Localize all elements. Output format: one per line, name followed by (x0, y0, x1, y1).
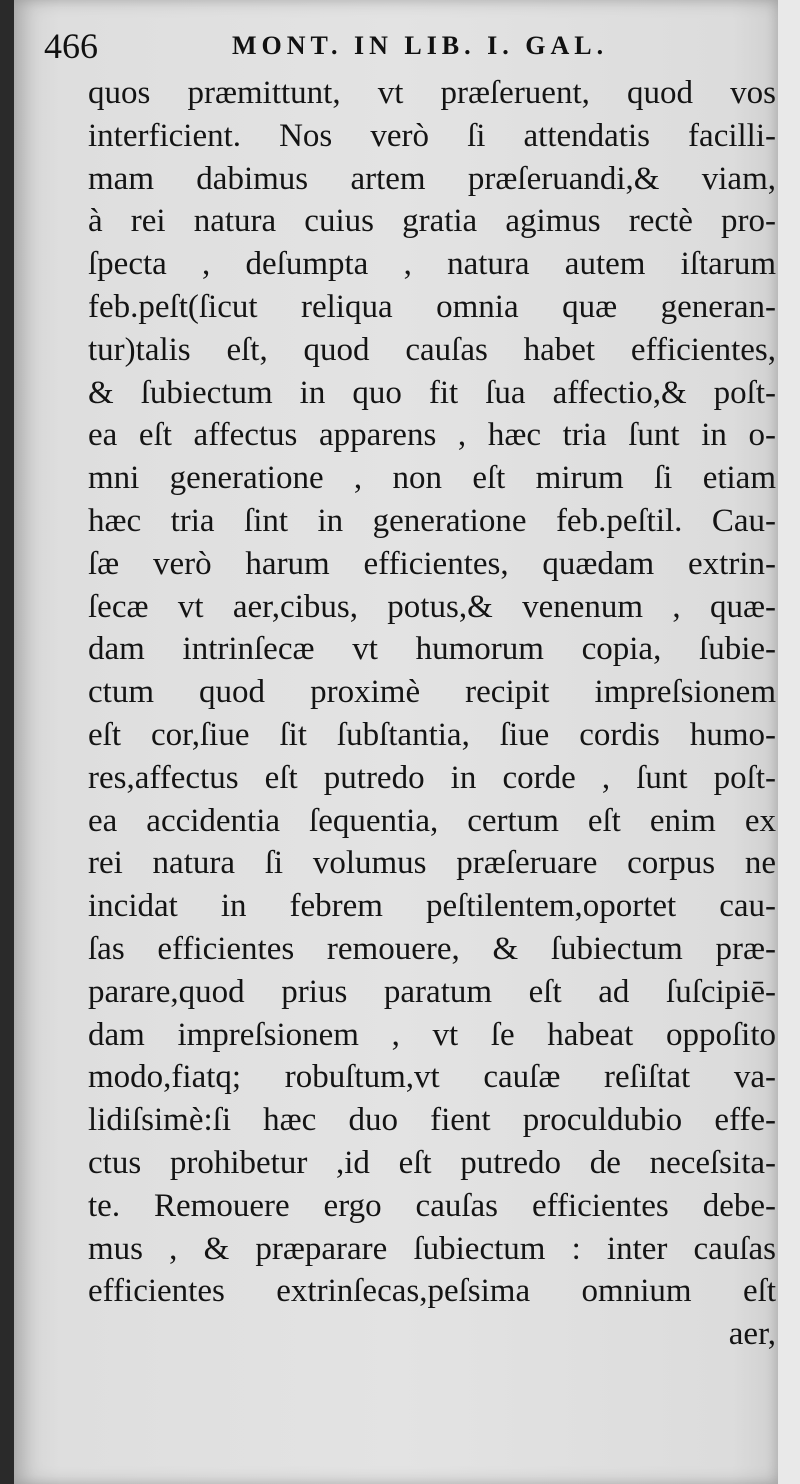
text-line: mni generatione , non eſt mirum ſi etiam (88, 460, 776, 497)
text-line: mam dabimus artem præſeruandi,& viam, (88, 160, 776, 197)
text-line: interficient. Nos verò ſi attendatis facilli- (88, 117, 776, 154)
text-line: ſpecta , deſumpta , natura autem iſtarum (88, 246, 776, 283)
text-line: ea eſt affectus apparens , hæc tria ſunt in o- (88, 417, 776, 454)
text-line: ſas efficientes remouere, & ſubiectum præ- (88, 930, 776, 967)
text-line: à rei natura cuius gratia agimus rectè pro- (88, 203, 776, 240)
book-page (14, 0, 778, 1484)
running-head: MONT. IN LIB. I. GAL. (232, 31, 609, 60)
text-line: dam intrinſecæ vt humorum copia, ſubie- (88, 631, 776, 668)
text-line: lidiſsimè:ſi hæc duo fient proculdubio effe- (88, 1102, 776, 1139)
text-line: feb.peſt(ſicut reliqua omnia quæ generan- (88, 288, 776, 325)
body-text (88, 72, 776, 1356)
page-number: 466 (44, 26, 98, 66)
text-line: tur)talis eſt, quod cauſas habet efficientes, (88, 331, 776, 368)
text-line: quos præmittunt, vt præſeruent, quod vos (88, 75, 776, 111)
text-line: res,affectus eſt putredo in corde , ſunt poſt- (88, 759, 776, 796)
text-line: ctum quod proximè recipit impreſsionem (88, 674, 776, 711)
text-line: incidat in febrem peſtilentem,oportet cau- (88, 888, 776, 925)
text-line: dam impreſsionem , vt ſe habeat oppoſito (88, 1016, 776, 1053)
text-line: parare,quod prius paratum eſt ad ſuſcipiē- (88, 973, 776, 1010)
text-line: mus , & præparare ſubiectum : inter cauſas (88, 1230, 776, 1267)
text-line: ſecæ vt aer,cibus, potus,& venenum , quæ- (88, 588, 776, 625)
text-line: te. Remouere ergo cauſas efficientes debe- (88, 1187, 776, 1224)
page-header (44, 24, 744, 68)
facing-page-edge (776, 0, 800, 1484)
text-line: efficientes extrinſecas,peſsima omnium eſt (88, 1273, 776, 1310)
text-line: ſæ verò harum efficientes, quædam extrin- (88, 545, 776, 582)
text-line: & ſubiectum in quo fit ſua affectio,& poſt- (88, 374, 776, 411)
text-line: rei natura ſi volumus præſeruare corpus ne (88, 845, 776, 882)
text-line: hæc tria ſint in generatione feb.peſtil. Cau- (88, 502, 776, 539)
text-line: ea accidentia ſequentia, certum eſt enim ex (88, 802, 776, 839)
text-line: modo,fiatq; robuſtum,vt cauſæ reſiſtat va- (88, 1059, 776, 1096)
text-line: ctus prohibetur ,id eſt putredo de neceſsita- (88, 1144, 776, 1181)
catchword: aer, (728, 1316, 776, 1353)
text-line: eſt cor,ſiue ſit ſubſtantia, ſiue cordis humo- (88, 716, 776, 753)
